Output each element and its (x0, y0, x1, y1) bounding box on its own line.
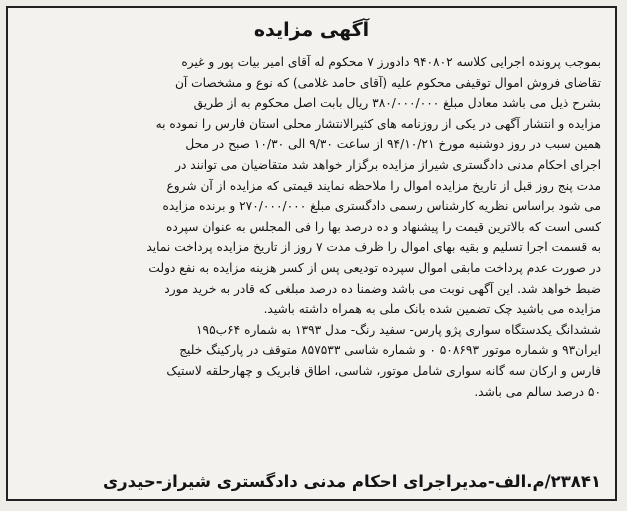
item-line: ایران۹۳ و شماره موتور ۵۰۸۶۹۳ ۰ و شماره شاسی ۸۵۷۵۳۳ متوقف در پارکینگ خلیج (179, 343, 601, 358)
body-line: همین سبب در روز دوشنبه مورخ ۹۴/۱۰/۲۱ از ساعت ۹/۳۰ الی ۱۰/۳۰ صبح در محل (185, 137, 601, 152)
body-line: بشرح ذیل می باشد معادل مبلغ ۳۸۰/۰۰۰/۰۰۰ ریال بابت اصل محکوم به از طریق (193, 96, 601, 111)
body-line: در صورت عدم پرداخت مابقی اموال سپرده تودیعی پس از کسر هزینه مزایده به نفع دولت (148, 260, 601, 275)
body-line: ضبط خواهد شد. این آگهی نوبت می باشد وضمنا ده درصد مبلغی که قادر به خرید مورد (164, 281, 601, 296)
item-line: فارس و ارکان سه گانه سواری شامل موتور، شاسی، اطاق فابریک و چهارحلقه لاستیک (166, 363, 601, 378)
body-line: بموجب پرونده اجرایی کلاسه ۹۴۰۸۰۲ دادورز ۷ محکوم له آقای امیر بیات پور و غیره (181, 55, 601, 69)
body-line: مزایده و انتشار آگهی در یکی از روزنامه های کثیرالانتشار محلی استان فارس را نموده به (155, 116, 601, 131)
auction-notice (6, 6, 617, 501)
item-line: ششدانگ یکدستگاه سواری پژو پارس- سفید رنگ- مدل ۱۳۹۳ به شماره ۶۴ب۱۹۵ (195, 322, 601, 337)
body-line: کسی است که بالاترین قیمت را پیشنهاد و ده درصد بها را فی المجلس به عنوان سپرده (166, 219, 601, 234)
body-line: مدت پنج روز قبل از تاریخ مزایده اموال را ملاحظه نمایند قیمتی که مزایده از آن شروع (166, 178, 601, 193)
body-line: به قسمت اجرا تسلیم و بقیه بهای اموال را ظرف مدت ۷ روز از تاریخ مزایده پرداخت نماید (146, 240, 601, 255)
notice-title: آگهی مزایده (253, 19, 370, 41)
item-line: ۵۰ درصد سالم می باشد. (474, 384, 601, 399)
body-line: اجرای احکام مدنی دادگستری شیراز مزایده برگزار خواهد شد متقاضیان می توانند در (175, 157, 601, 172)
body-line: می شود براساس نظریه کارشناس رسمی دادگستری مبلغ ۲۷۰/۰۰۰/۰۰۰ و برنده مزایده (162, 199, 601, 214)
notice-signature: ۲۳۸۴۱/م.الف-مدیراجرای احکام مدنی دادگستری شیراز-حیدری (102, 472, 601, 491)
body-line: تقاضای فروش اموال توقیفی محکوم علیه (آقای حامد غلامی) که نوع و مشخصات آن (174, 75, 601, 90)
body-line: مزایده می باشید چک تضمین شده بانک ملی به همراه داشته باشید. (263, 302, 601, 317)
notice-body (22, 52, 601, 402)
